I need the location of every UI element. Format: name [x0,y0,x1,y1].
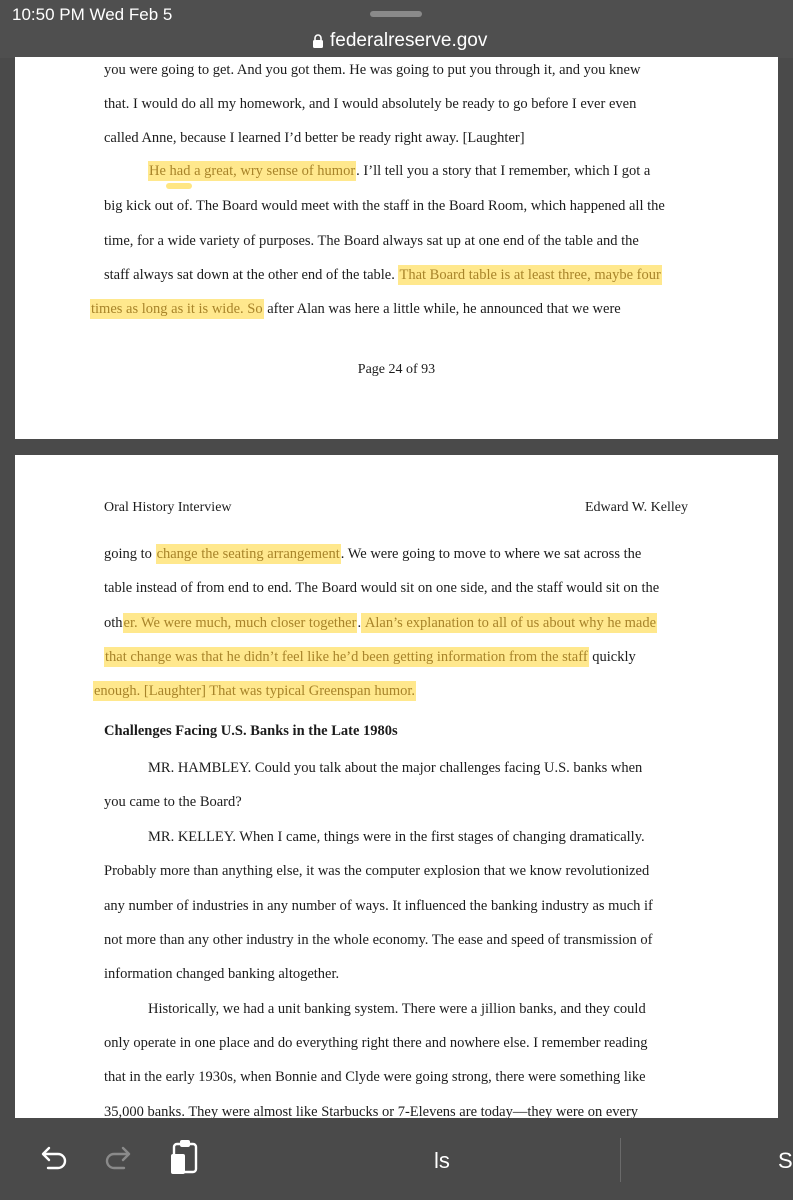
undo-icon[interactable] [36,1143,70,1173]
text-line: MR. HAMBLEY. Could you talk about the major challenges facing U.S. banks when [148,760,643,776]
text-line: that in the early 1930s, when Bonnie and Clyde were going strong, there were something like [104,1069,646,1085]
highlight: enough. [Laughter] That was typical Greenspan humor. [94,683,416,699]
divider [620,1138,621,1182]
text-line: you came to the Board? [104,794,242,810]
section-heading: Challenges Facing U.S. Banks in the Late 1980s [104,723,398,739]
highlight-mark [166,183,192,189]
text-line: going to change the seating arrangement. We were going to move to where we sat across the [104,546,642,562]
document-page-24 [15,57,778,439]
text-line: any number of industries in any number of ways. It influenced the banking industry as much if [104,898,653,914]
text-line: other. We were much, much closer together. Alan’s explanation to all of us about why he made [104,615,657,631]
highlight: er. We were much, much closer together [123,615,357,631]
running-header-right: Edward W. Kelley [584,500,688,515]
highlight: Alan’s explanation to all of us about why he made [362,615,657,631]
highlight: That Board table is at least three, maybe four [399,267,661,283]
multitasking-handle[interactable] [370,11,422,17]
text-line: not more than any other industry in the whole economy. The ease and speed of transmission of [104,932,653,948]
url-text[interactable]: federalreserve.gov [330,30,488,51]
text-line: called Anne, because I learned I’d better be ready right away. [Laughter] [104,130,525,146]
lock-icon [312,34,324,49]
running-header-left: Oral History Interview [104,500,232,515]
status-bar [0,0,793,30]
text-line: Historically, we had a unit banking system. There were a jillion banks, and they could [148,1001,646,1017]
text-line [93,683,416,700]
text-line: that change was that he didn’t feel like he’d been getting information from the staff quickly [105,649,636,665]
keyboard-shortcut-bar [0,1118,793,1200]
text-line: information changed banking altogether. [104,966,340,982]
text-line: time, for a wide variety of purposes. The Board always sat up at one end of the table and the [104,233,639,249]
autocorrect-suggestion[interactable]: S [778,1148,793,1173]
text-line: 35,000 banks. They were almost like Starbucks or 7-Elevens are today—they were on every [104,1104,639,1118]
text-line: staff always sat down at the other end of the table. That Board table is at least three, maybe four [104,267,661,283]
text-line: big kick out of. The Board would meet with the staff in the Board Room, which happened all the [104,198,665,214]
text-line: only operate in one place and do everything right there and nowhere else. I remember reading [104,1035,648,1051]
document-page-25 [15,455,778,1118]
highlight: He had a great, wry sense of humor [149,163,356,179]
redo-icon[interactable] [102,1143,136,1173]
text-line: you were going to get. And you got them. He was going to put you through it, and you knew [104,62,641,78]
highlight: that change was that he didn’t feel like he’d been getting information from the staff [105,649,588,665]
text-line: Probably more than anything else, it was the computer explosion that we know revolutionized [104,863,650,879]
text-line: times as long as it is wide. So after Alan was here a little while, he announced that we were [91,301,621,317]
text-line: table instead of from end to end. The Board would sit on one side, and the staff would sit on the [104,580,660,596]
status-time-date: 10:50 PM Wed Feb 5 [12,5,173,24]
text-line: MR. KELLEY. When I came, things were in the first stages of changing dramatically. [148,829,645,845]
page-number: Page 24 of 93 [357,362,436,377]
text-line: He had a great, wry sense of humor. I’ll tell you a story that I remember, which I got a [149,163,651,179]
autocorrect-suggestion[interactable]: ls [434,1148,450,1173]
paste-icon[interactable] [168,1138,202,1178]
highlight: times as long as it is wide. So [91,301,263,317]
text-line: that. I would do all my homework, and I would absolutely be ready to go before I ever even [104,96,637,112]
address-bar[interactable] [0,30,793,58]
highlight: change the seating arrangement [156,546,340,562]
